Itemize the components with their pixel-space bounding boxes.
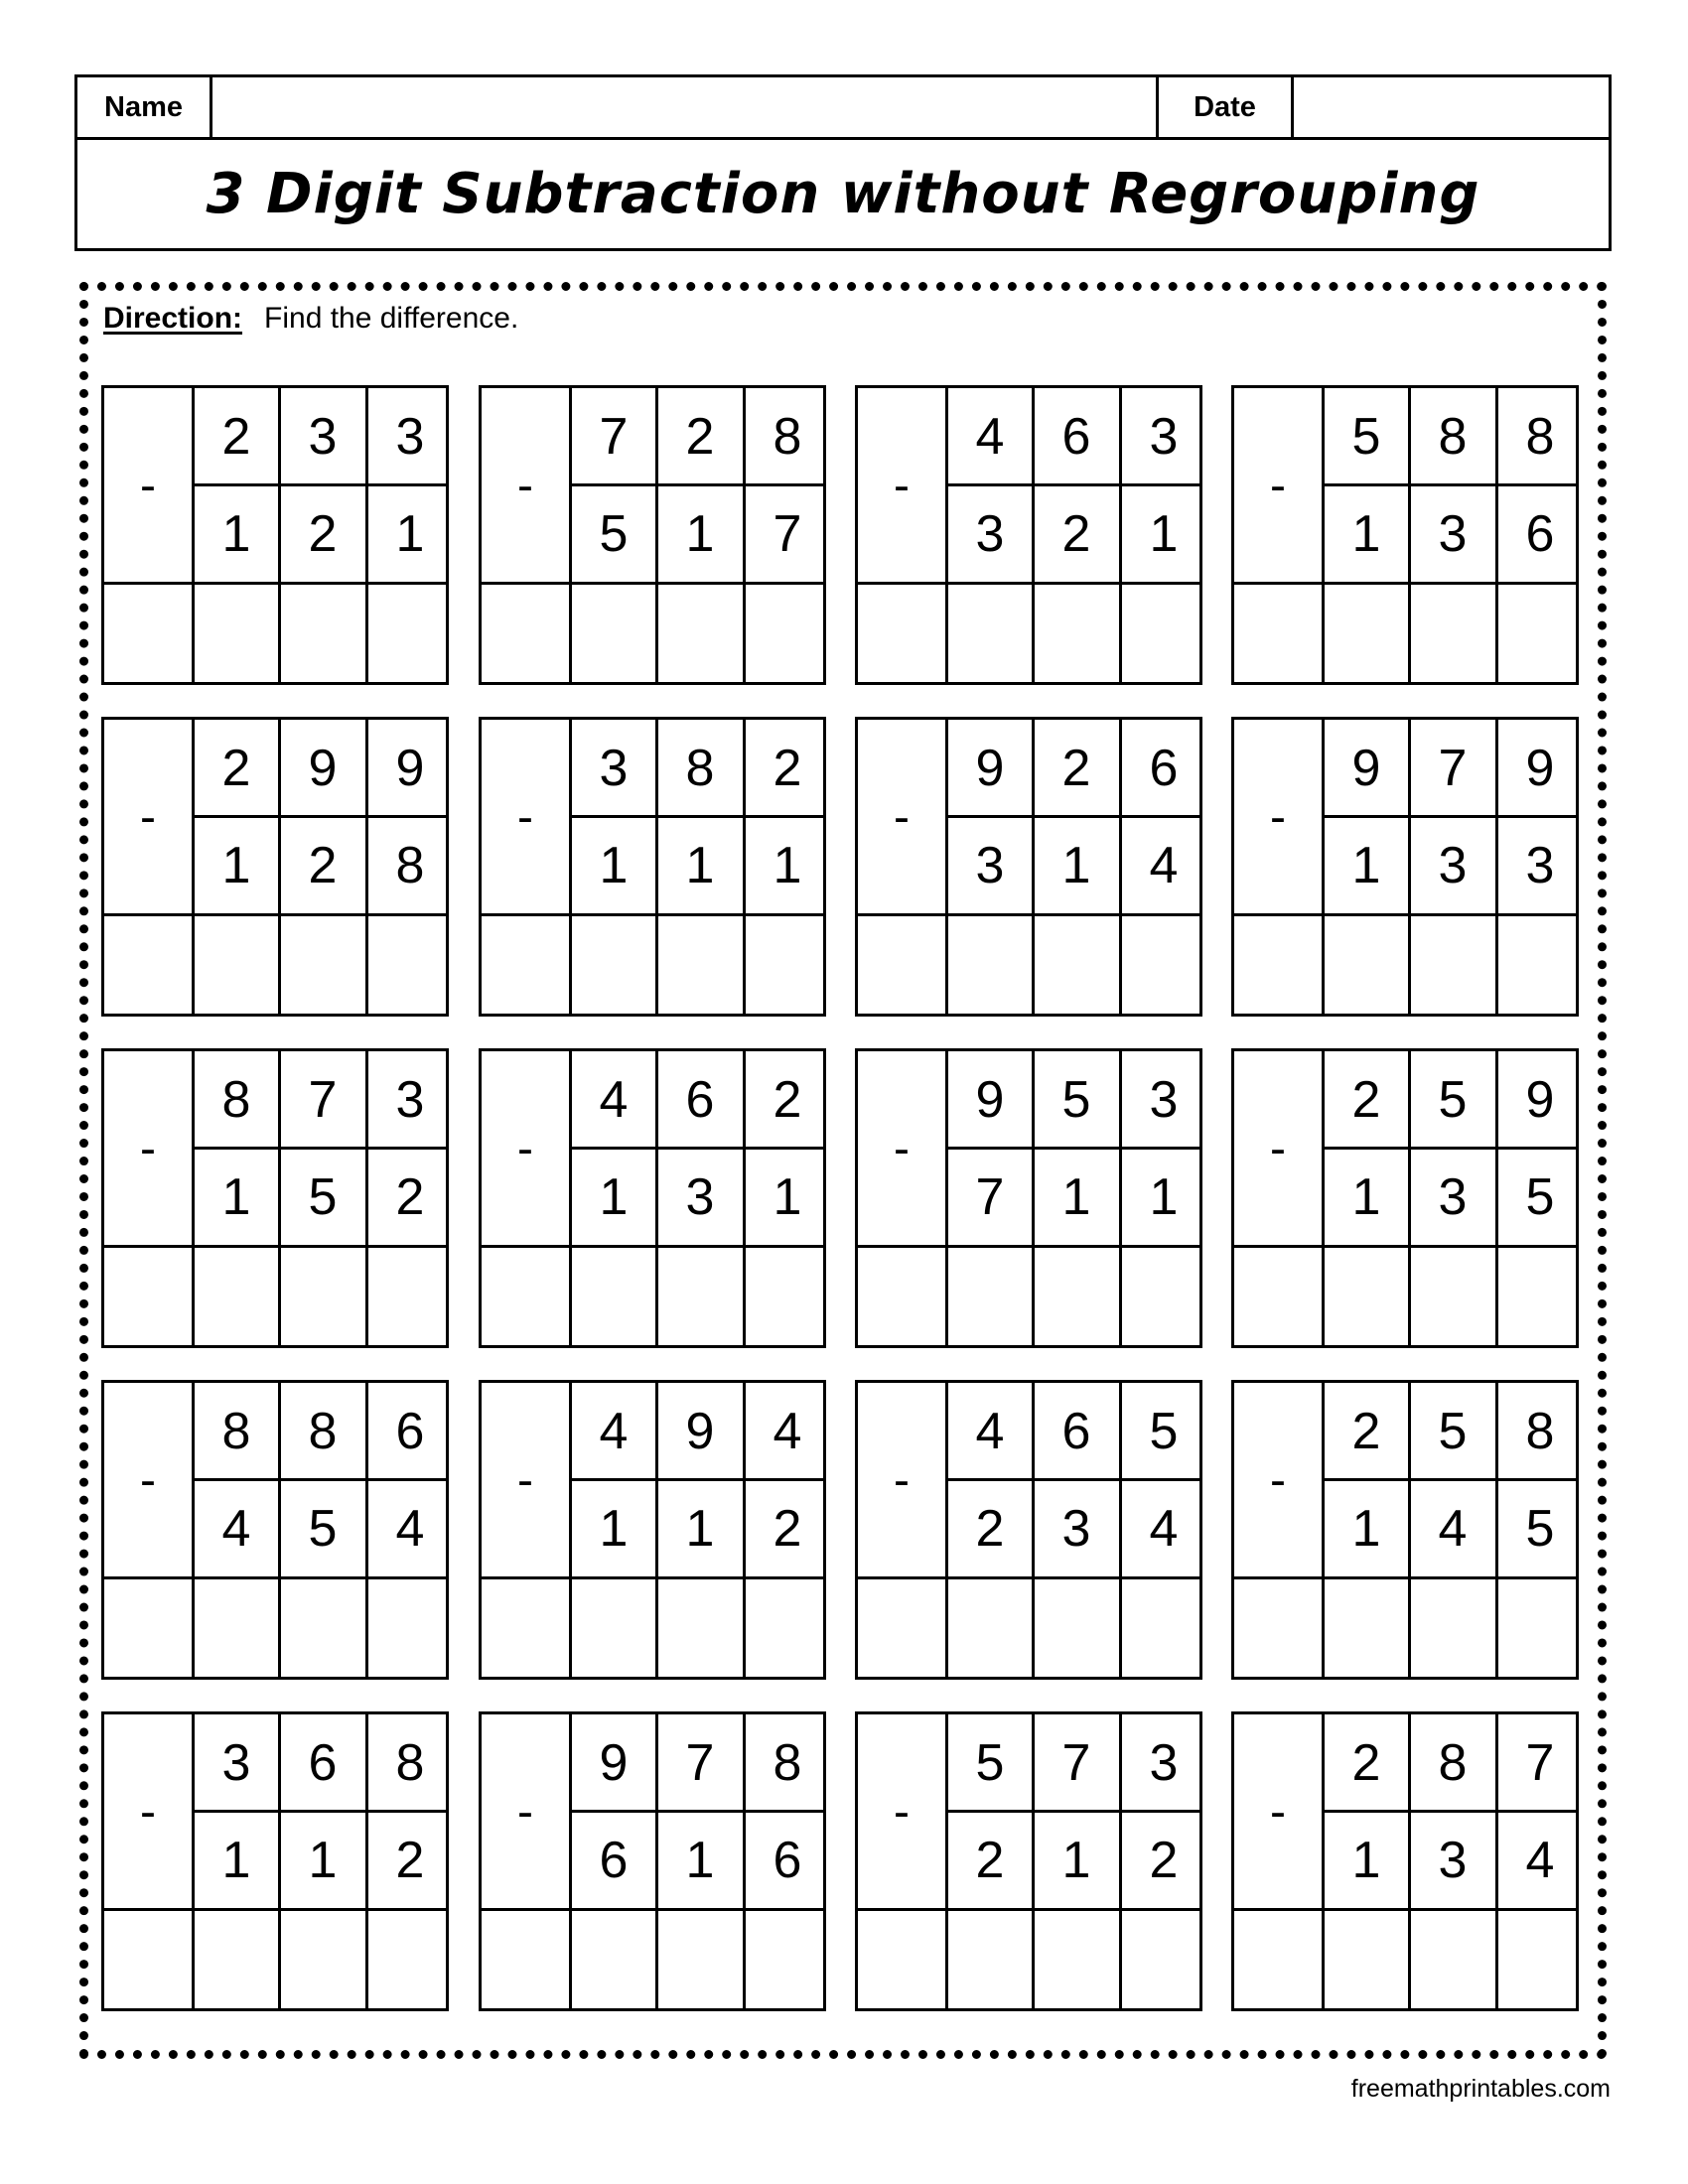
answer-cell[interactable]: [1121, 1248, 1206, 1345]
answer-cell[interactable]: [1410, 916, 1495, 1014]
answer-cell[interactable]: [194, 585, 279, 682]
subtrahend-digit: 1: [1149, 505, 1179, 563]
minuend-digit: 2: [1351, 1734, 1381, 1792]
minuend-digit: 6: [395, 1403, 425, 1460]
subtrahend-digit: 2: [1149, 1832, 1179, 1889]
answer-cell[interactable]: [1497, 1248, 1583, 1345]
subtrahend-digit: 2: [395, 1832, 425, 1889]
subtrahend-digit: 3: [1438, 1832, 1468, 1889]
minuend-digit: 7: [308, 1071, 338, 1129]
subtrahend-digit: 2: [1061, 505, 1091, 563]
minuend-digit: 3: [395, 1071, 425, 1129]
minuend-digit: 7: [1525, 1734, 1555, 1792]
subtrahend-digit: 1: [221, 1168, 251, 1226]
minus-sign: -: [140, 1785, 156, 1839]
minuend-digit: 3: [1149, 408, 1179, 466]
answer-cell[interactable]: [1034, 585, 1119, 682]
minuend-digit: 7: [685, 1734, 715, 1792]
minuend-digit: 8: [395, 1734, 425, 1792]
answer-cell[interactable]: [1324, 1579, 1409, 1677]
answer-cell[interactable]: [657, 1579, 743, 1677]
minus-sign: -: [140, 1122, 156, 1175]
subtrahend-digit: 4: [1149, 837, 1179, 894]
answer-cell[interactable]: [657, 1911, 743, 2008]
subtraction-problem: [479, 1048, 826, 1348]
answer-cell[interactable]: [1121, 1579, 1206, 1677]
answer-cell[interactable]: [1497, 916, 1583, 1014]
subtrahend-digit: 1: [221, 837, 251, 894]
minuend-digit: 6: [1149, 740, 1179, 797]
subtraction-problem: [1231, 1380, 1579, 1680]
answer-cell[interactable]: [280, 585, 365, 682]
subtrahend-digit: 1: [1061, 1832, 1091, 1889]
minuend-digit: 8: [773, 1734, 802, 1792]
subtrahend-digit: 3: [1438, 837, 1468, 894]
minus-sign: -: [517, 790, 533, 844]
answer-cell[interactable]: [1410, 585, 1495, 682]
subtrahend-digit: 3: [1438, 505, 1468, 563]
subtrahend-digit: 1: [395, 505, 425, 563]
subtrahend-digit: 6: [1525, 505, 1555, 563]
answer-cell[interactable]: [745, 585, 830, 682]
minuend-digit: 3: [308, 408, 338, 466]
subtrahend-digit: 2: [308, 505, 338, 563]
answer-cell[interactable]: [1034, 1579, 1119, 1677]
minuend-digit: 2: [1351, 1403, 1381, 1460]
subtraction-problem: [855, 1711, 1202, 2011]
subtrahend-digit: 1: [685, 505, 715, 563]
subtrahend-digit: 4: [1149, 1500, 1179, 1558]
subtrahend-digit: 4: [395, 1500, 425, 1558]
minuend-digit: 5: [1438, 1071, 1468, 1129]
answer-cell[interactable]: [947, 1248, 1033, 1345]
minus-sign: -: [1270, 1785, 1286, 1839]
subtrahend-digit: 1: [1351, 1832, 1381, 1889]
minuend-digit: 9: [308, 740, 338, 797]
subtrahend-digit: 2: [773, 1500, 802, 1558]
minus-sign: -: [894, 1122, 910, 1175]
subtraction-problem: [101, 1048, 449, 1348]
minuend-digit: 9: [1525, 1071, 1555, 1129]
minuend-digit: 4: [599, 1071, 629, 1129]
minuend-digit: 6: [685, 1071, 715, 1129]
minuend-digit: 3: [599, 740, 629, 797]
minuend-digit: 2: [221, 740, 251, 797]
subtrahend-digit: 6: [773, 1832, 802, 1889]
answer-cell[interactable]: [280, 1579, 365, 1677]
answer-cell[interactable]: [1410, 1911, 1495, 2008]
minuend-digit: 8: [1525, 408, 1555, 466]
answer-cell[interactable]: [1121, 916, 1206, 1014]
subtrahend-digit: 1: [1351, 837, 1381, 894]
subtrahend-digit: 2: [975, 1832, 1005, 1889]
worksheet-title: 3 Digit Subtraction without Regrouping: [206, 162, 1480, 226]
answer-cell[interactable]: [745, 1248, 830, 1345]
subtrahend-digit: 1: [685, 837, 715, 894]
minuend-digit: 9: [599, 1734, 629, 1792]
answer-cell[interactable]: [1034, 1911, 1119, 2008]
answer-cell[interactable]: [194, 916, 279, 1014]
answer-cell[interactable]: [1034, 1248, 1119, 1345]
answer-cell[interactable]: [1034, 916, 1119, 1014]
minuend-digit: 5: [1438, 1403, 1468, 1460]
subtrahend-digit: 2: [975, 1500, 1005, 1558]
answer-cell[interactable]: [657, 916, 743, 1014]
minuend-digit: 9: [975, 1071, 1005, 1129]
subtrahend-digit: 1: [1351, 505, 1381, 563]
answer-cell[interactable]: [367, 916, 453, 1014]
answer-cell[interactable]: [947, 585, 1033, 682]
subtrahend-digit: 3: [975, 837, 1005, 894]
subtrahend-digit: 8: [395, 837, 425, 894]
subtrahend-digit: 4: [1438, 1500, 1468, 1558]
minus-sign: -: [894, 459, 910, 512]
minuend-digit: 8: [685, 740, 715, 797]
answer-cell[interactable]: [657, 585, 743, 682]
minuend-digit: 3: [395, 408, 425, 466]
subtraction-problem: [101, 1380, 449, 1680]
answer-cell[interactable]: [745, 1579, 830, 1677]
minuend-digit: 2: [773, 740, 802, 797]
answer-cell[interactable]: [745, 916, 830, 1014]
minus-sign: -: [517, 1122, 533, 1175]
minuend-digit: 2: [685, 408, 715, 466]
subtraction-problem: [1231, 385, 1579, 685]
subtraction-problem: [1231, 1711, 1579, 2011]
subtraction-problem: [479, 717, 826, 1017]
minuend-digit: 7: [1061, 1734, 1091, 1792]
subtrahend-digit: 7: [975, 1168, 1005, 1226]
minuend-digit: 4: [975, 408, 1005, 466]
date-label: Date: [1159, 77, 1294, 137]
minuend-digit: 8: [221, 1403, 251, 1460]
answer-cell[interactable]: [571, 585, 656, 682]
answer-cell[interactable]: [1497, 1579, 1583, 1677]
subtraction-problem: [855, 1048, 1202, 1348]
minuend-digit: 6: [1061, 408, 1091, 466]
minus-sign: -: [894, 790, 910, 844]
minus-sign: -: [1270, 1122, 1286, 1175]
answer-cell[interactable]: [367, 1579, 453, 1677]
answer-cell[interactable]: [194, 1911, 279, 2008]
minuend-digit: 2: [221, 408, 251, 466]
answer-cell[interactable]: [1324, 585, 1409, 682]
subtraction-problem: [855, 385, 1202, 685]
minus-sign: -: [517, 1453, 533, 1507]
minus-sign: -: [1270, 790, 1286, 844]
minuend-digit: 9: [395, 740, 425, 797]
answer-cell[interactable]: [367, 585, 453, 682]
minuend-digit: 9: [975, 740, 1005, 797]
subtraction-problem: [855, 717, 1202, 1017]
minuend-digit: 8: [1525, 1403, 1555, 1460]
subtrahend-digit: 1: [773, 1168, 802, 1226]
subtrahend-digit: 2: [395, 1168, 425, 1226]
subtrahend-digit: 1: [1149, 1168, 1179, 1226]
subtrahend-digit: 1: [599, 1168, 629, 1226]
answer-cell[interactable]: [280, 1911, 365, 2008]
subtrahend-digit: 1: [1061, 1168, 1091, 1226]
minuend-digit: 7: [599, 408, 629, 466]
minus-sign: -: [1270, 459, 1286, 512]
direction-text: Find the difference.: [264, 302, 519, 335]
minuend-digit: 8: [773, 408, 802, 466]
subtrahend-digit: 4: [221, 1500, 251, 1558]
subtraction-problem: [1231, 1048, 1579, 1348]
subtrahend-digit: 1: [599, 837, 629, 894]
answer-cell[interactable]: [280, 916, 365, 1014]
minuend-digit: 5: [1149, 1403, 1179, 1460]
minus-sign: -: [894, 1785, 910, 1839]
subtrahend-digit: 3: [1525, 837, 1555, 894]
minus-sign: -: [1270, 1453, 1286, 1507]
subtraction-problem: [101, 717, 449, 1017]
subtraction-problem: [855, 1380, 1202, 1680]
subtrahend-digit: 5: [1525, 1500, 1555, 1558]
answer-cell[interactable]: [1324, 1911, 1409, 2008]
subtraction-problem: [101, 1711, 449, 2011]
subtraction-problem: [479, 385, 826, 685]
minuend-digit: 5: [975, 1734, 1005, 1792]
answer-cell[interactable]: [367, 1248, 453, 1345]
minus-sign: -: [894, 1453, 910, 1507]
answer-cell[interactable]: [1121, 1911, 1206, 2008]
minuend-digit: 5: [1061, 1071, 1091, 1129]
subtrahend-digit: 1: [1351, 1168, 1381, 1226]
subtraction-problem: [101, 385, 449, 685]
answer-cell[interactable]: [571, 1911, 656, 2008]
subtrahend-digit: 2: [308, 837, 338, 894]
minuend-digit: 7: [1438, 740, 1468, 797]
answer-cell[interactable]: [1324, 1248, 1409, 1345]
answer-cell[interactable]: [1324, 916, 1409, 1014]
minuend-digit: 8: [308, 1403, 338, 1460]
subtrahend-digit: 1: [773, 837, 802, 894]
subtrahend-digit: 5: [308, 1168, 338, 1226]
answer-cell[interactable]: [947, 1579, 1033, 1677]
answer-cell[interactable]: [657, 1248, 743, 1345]
subtrahend-digit: 1: [685, 1832, 715, 1889]
minuend-digit: 2: [1061, 740, 1091, 797]
subtrahend-digit: 5: [1525, 1168, 1555, 1226]
minuend-digit: 4: [773, 1403, 802, 1460]
minuend-digit: 6: [308, 1734, 338, 1792]
minuend-digit: 3: [1149, 1071, 1179, 1129]
answer-cell[interactable]: [280, 1248, 365, 1345]
minuend-digit: 9: [1351, 740, 1381, 797]
answer-cell[interactable]: [1497, 1911, 1583, 2008]
minus-sign: -: [140, 1453, 156, 1507]
minuend-digit: 9: [1525, 740, 1555, 797]
minuend-digit: 3: [221, 1734, 251, 1792]
subtraction-problem: [479, 1380, 826, 1680]
subtrahend-digit: 3: [685, 1168, 715, 1226]
subtrahend-digit: 1: [685, 1500, 715, 1558]
minus-sign: -: [517, 459, 533, 512]
subtrahend-digit: 1: [221, 505, 251, 563]
subtrahend-digit: 1: [308, 1832, 338, 1889]
answer-cell[interactable]: [1497, 585, 1583, 682]
minuend-digit: 3: [1149, 1734, 1179, 1792]
answer-cell[interactable]: [947, 1911, 1033, 2008]
subtraction-problem: [1231, 717, 1579, 1017]
minus-sign: -: [517, 1785, 533, 1839]
subtrahend-digit: 1: [1351, 1500, 1381, 1558]
answer-cell[interactable]: [745, 1911, 830, 2008]
minus-sign: -: [140, 459, 156, 512]
minuend-digit: 6: [1061, 1403, 1091, 1460]
subtrahend-digit: 7: [773, 505, 802, 563]
minuend-digit: 2: [1351, 1071, 1381, 1129]
subtrahend-digit: 1: [221, 1832, 251, 1889]
minuend-digit: 8: [221, 1071, 251, 1129]
minuend-digit: 8: [1438, 408, 1468, 466]
answer-cell[interactable]: [571, 1579, 656, 1677]
minus-sign: -: [140, 790, 156, 844]
subtrahend-digit: 6: [599, 1832, 629, 1889]
subtrahend-digit: 3: [975, 505, 1005, 563]
minuend-digit: 8: [1438, 1734, 1468, 1792]
subtrahend-digit: 4: [1525, 1832, 1555, 1889]
subtrahend-digit: 5: [308, 1500, 338, 1558]
direction-label: Direction:: [103, 302, 243, 335]
answer-cell[interactable]: [194, 1579, 279, 1677]
subtrahend-digit: 3: [1061, 1500, 1091, 1558]
answer-cell[interactable]: [1410, 1579, 1495, 1677]
subtrahend-digit: 1: [599, 1500, 629, 1558]
minuend-digit: 4: [599, 1403, 629, 1460]
answer-cell[interactable]: [571, 1248, 656, 1345]
answer-cell[interactable]: [571, 916, 656, 1014]
answer-cell[interactable]: [194, 1248, 279, 1345]
subtrahend-digit: 5: [599, 505, 629, 563]
answer-cell[interactable]: [947, 916, 1033, 1014]
minuend-digit: 9: [685, 1403, 715, 1460]
answer-cell[interactable]: [367, 1911, 453, 2008]
name-label: Name: [77, 77, 212, 137]
minuend-digit: 5: [1351, 408, 1381, 466]
subtraction-problem: [479, 1711, 826, 2011]
minuend-digit: 2: [773, 1071, 802, 1129]
answer-cell[interactable]: [1121, 585, 1206, 682]
answer-cell[interactable]: [1410, 1248, 1495, 1345]
minuend-digit: 4: [975, 1403, 1005, 1460]
subtrahend-digit: 1: [1061, 837, 1091, 894]
footer-site: freemathprintables.com: [1350, 2075, 1611, 2103]
subtrahend-digit: 3: [1438, 1168, 1468, 1226]
